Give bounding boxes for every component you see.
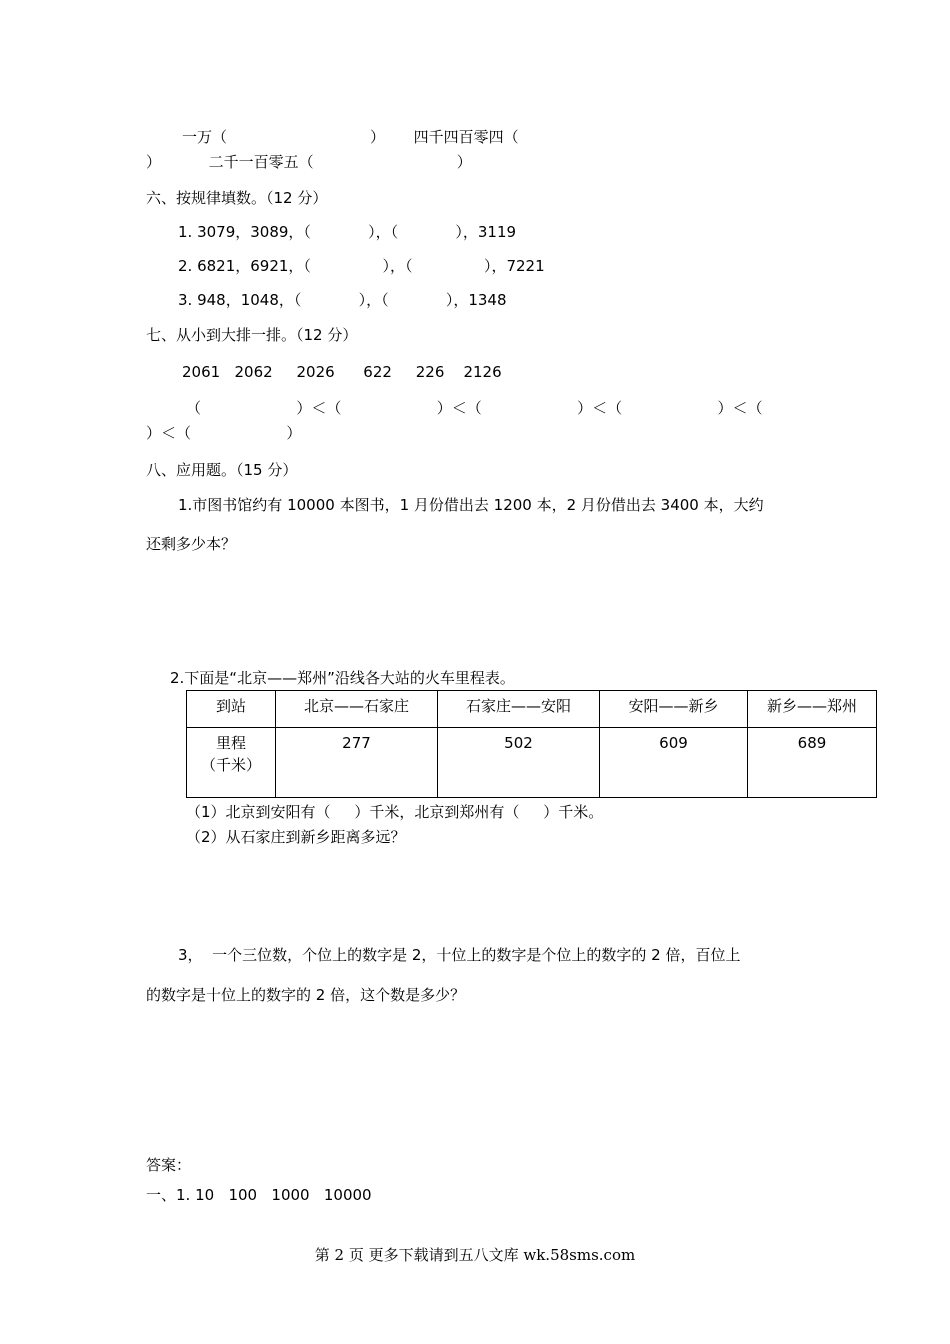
answers-line-1: 一、1. 10 100 1000 10000 <box>146 1186 372 1204</box>
number-words-line-2: ） 二千一百零五（ ） <box>146 153 472 171</box>
pattern-item-2: 2. 6821，6921，（ ），（ ），7221 <box>178 257 545 275</box>
table-header-cell: 新乡——郑州 <box>748 691 877 728</box>
question-2-sub-2: （2）从石家庄到新乡距离多远？ <box>186 828 406 846</box>
pattern-item-1: 1. 3079，3089，（ ），（ ），3119 <box>178 223 517 241</box>
row-label-cell <box>187 728 276 798</box>
section7-heading: 七、从小到大排一排。（12 分） <box>146 326 358 344</box>
question-3-line-2: 的数字是十位上的数字的 2 倍，这个数是多少？ <box>146 986 466 1004</box>
question-1-line-1: 1.市图书馆约有 10000 本图书，1 月份借出去 1200 本，2 月份借出去 3400 本，大约 <box>178 496 764 514</box>
table-header-cell: 北京——石家庄 <box>276 691 438 728</box>
question-2-sub-1: （1）北京到安阳有（ ）千米，北京到郑州有（ ）千米。 <box>186 803 604 821</box>
section8-heading: 八、应用题。（15 分） <box>146 461 298 479</box>
table-header-cell: 安阳——新乡 <box>600 691 748 728</box>
table-row <box>187 728 877 798</box>
table-header-cell: 到站 <box>187 691 276 728</box>
table-header-row <box>187 691 877 728</box>
page-footer: 第 2 页 更多下载请到五八文库 wk.58sms.com <box>314 1246 636 1264</box>
answers-heading: 答案： <box>146 1156 192 1174</box>
table-cell: 689 <box>748 728 877 798</box>
table-cell: 277 <box>276 728 438 798</box>
table-header-cell: 石家庄——安阳 <box>438 691 600 728</box>
row-label: 里程 <box>215 734 246 752</box>
table-cell: 502 <box>438 728 600 798</box>
table-cell: 609 <box>600 728 748 798</box>
question-3-line-1: 3， 一个三位数，个位上的数字是 2，十位上的数字是个位上的数字的 2 倍，百位上 <box>178 946 741 964</box>
row-label-unit: （千米） <box>200 756 261 774</box>
sort-blanks-line-1: （ ）＜（ ）＜（ ）＜（ ）＜（ <box>186 399 763 417</box>
question-2-intro: 2.下面是“北京——郑州”沿线各大站的火车里程表。 <box>170 669 515 687</box>
section6-heading: 六、按规律填数。（12 分） <box>146 189 328 207</box>
mileage-table <box>186 690 877 798</box>
numbers-to-sort: 2061 2062 2026 622 226 2126 <box>182 363 502 381</box>
sort-blanks-line-2: ）＜（ ） <box>146 424 302 442</box>
number-words-line-1: 一万（ ） 四千四百零四（ <box>182 128 519 146</box>
question-1-line-2: 还剩多少本？ <box>146 535 237 553</box>
pattern-item-3: 3. 948，1048，（ ），（ ），1348 <box>178 291 507 309</box>
